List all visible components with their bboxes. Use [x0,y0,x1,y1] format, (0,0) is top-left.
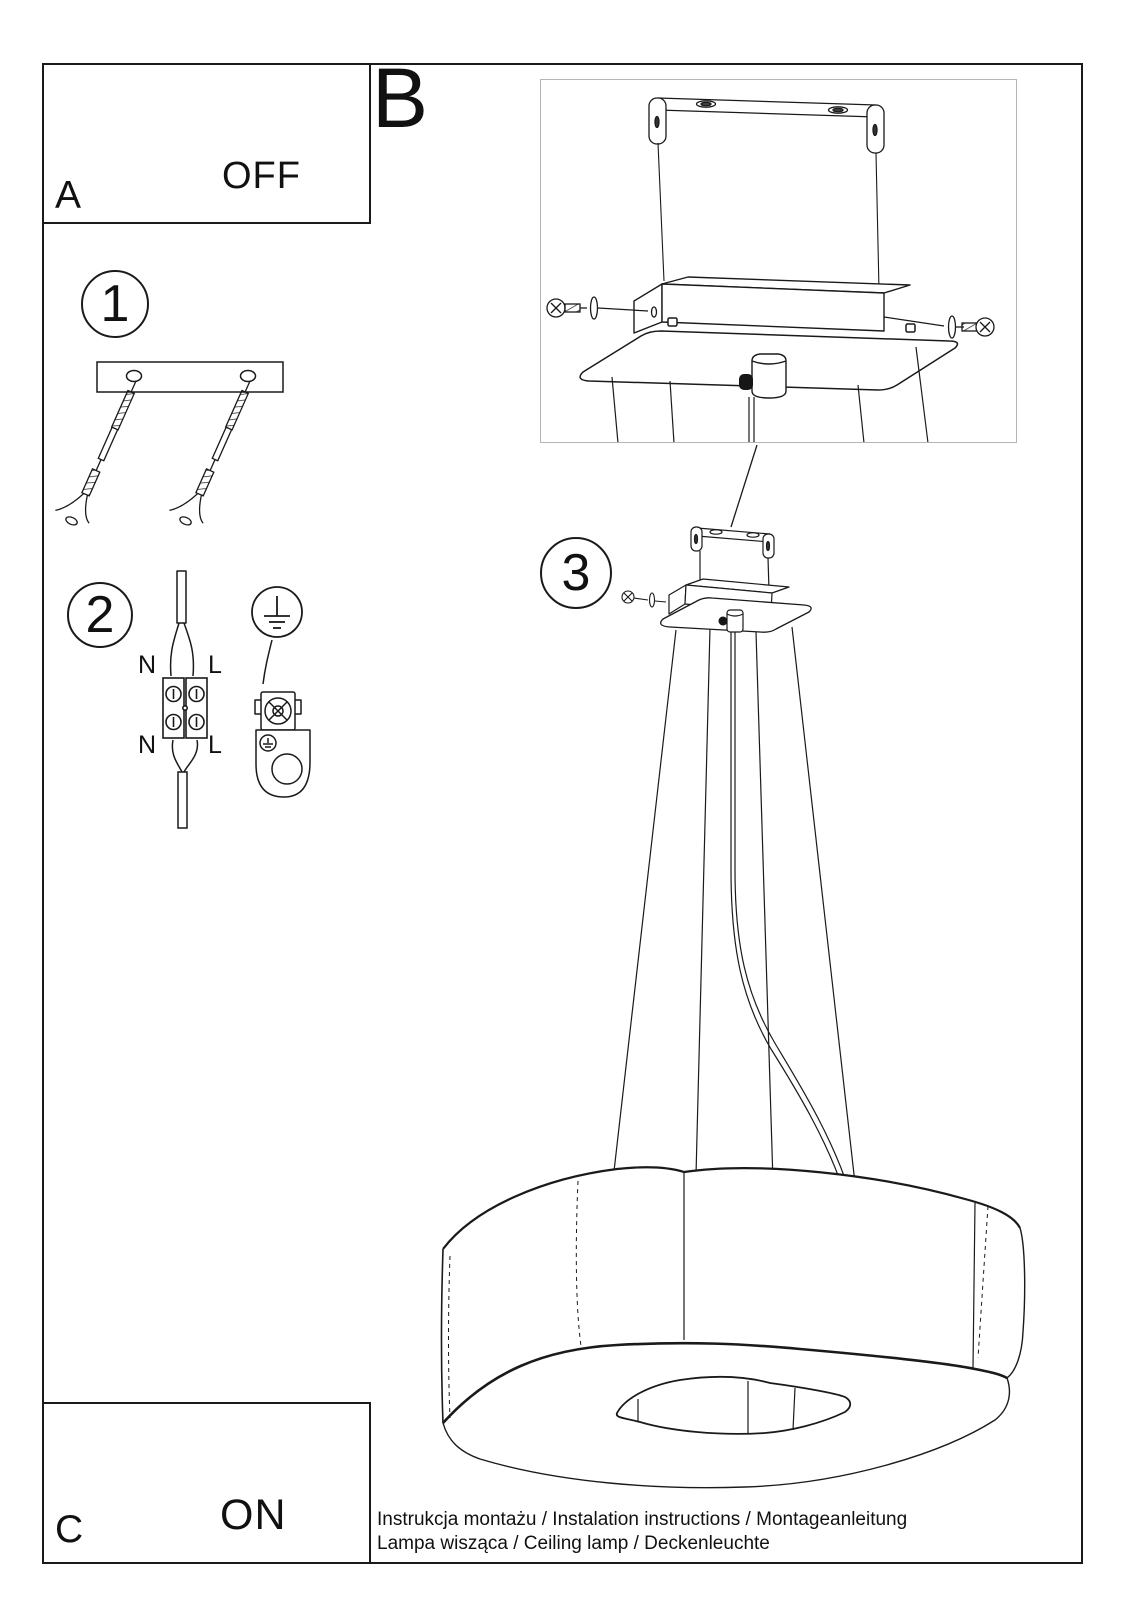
terminal-label-n-top: N [138,651,157,679]
step-1-number: 1 [100,275,130,333]
footer-line-2: Lampa wisząca / Ceiling lamp / Deckenleuchte [377,1532,770,1554]
step-2-number: 2 [85,586,115,644]
on-label: ON [220,1491,287,1539]
panel-a-label: A [55,174,82,217]
terminal-label-l-top: L [208,651,222,679]
terminal-label-l-bottom: L [208,731,222,759]
panel-c-label: C [55,1508,84,1551]
terminal-label-n-bottom: N [138,731,157,759]
step-3-number: 3 [561,544,591,602]
detail-view-frame [540,79,1017,443]
off-label: OFF [222,155,301,197]
panel-c-frame [42,1402,371,1564]
section-b-label: B [372,51,429,145]
footer-text [377,1508,907,1555]
panel-a-frame [42,63,371,224]
footer-line-1: Instrukcja montażu / Instalation instructions / Montageanleitung [377,1509,908,1530]
